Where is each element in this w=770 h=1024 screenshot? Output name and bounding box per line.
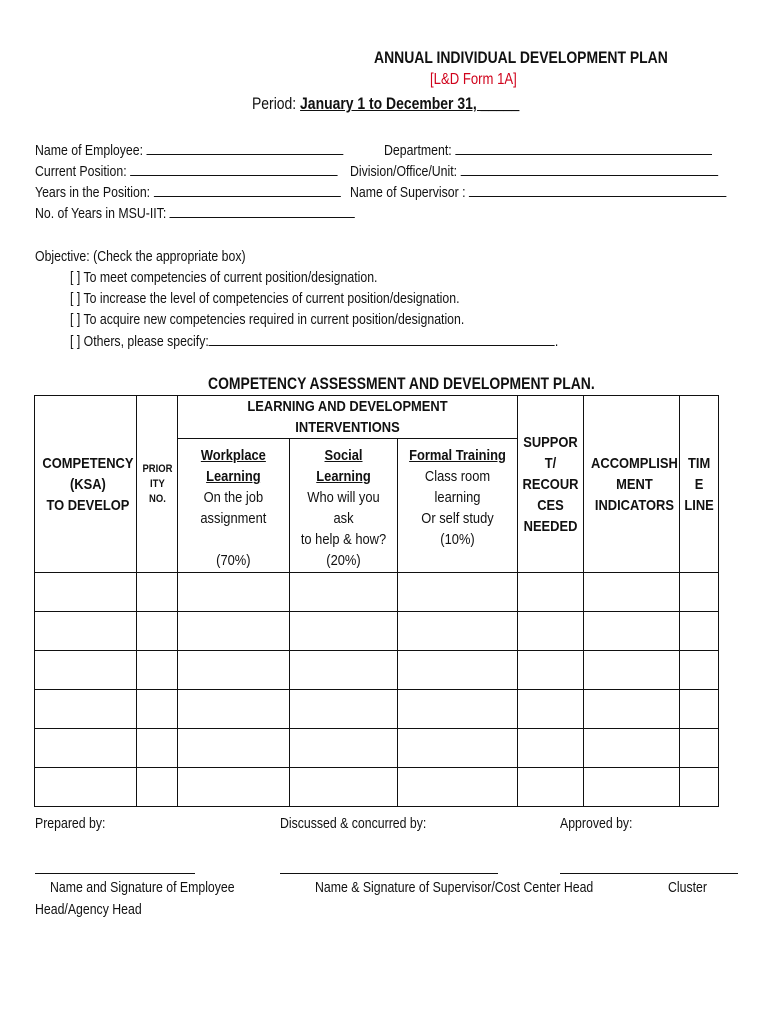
employee-signature-line[interactable]	[35, 873, 195, 874]
table-cell[interactable]	[35, 573, 137, 612]
supervisor-signature-line[interactable]	[280, 873, 498, 874]
objective-option-1[interactable]: [ ] To meet competencies of current position/designation.	[70, 269, 378, 286]
table-cell[interactable]	[137, 573, 178, 612]
table-cell[interactable]	[137, 729, 178, 768]
table-cell[interactable]	[518, 729, 584, 768]
competency-table	[34, 395, 719, 807]
table-row	[35, 768, 719, 807]
objective-label: Objective: (Check the appropriate box)	[35, 248, 246, 265]
division-field: Division/Office/Unit:	[350, 163, 770, 180]
table-cell[interactable]	[178, 651, 290, 690]
table-cell[interactable]	[680, 729, 719, 768]
supervisor-field: Name of Supervisor :	[350, 184, 770, 201]
table-cell[interactable]	[584, 612, 680, 651]
table-cell[interactable]	[137, 651, 178, 690]
table-cell[interactable]	[35, 768, 137, 807]
table-cell[interactable]	[290, 612, 398, 651]
header-accomplishment: ACCOMPLISH MENT INDICATORS	[584, 396, 680, 573]
cluster-head-signature-line[interactable]	[560, 873, 738, 874]
discussed-by-label: Discussed & concurred by:	[280, 815, 427, 832]
table-cell[interactable]	[137, 612, 178, 651]
table-cell[interactable]	[178, 573, 290, 612]
employee-name-field: Name of Employee:	[35, 142, 411, 159]
table-row	[35, 651, 719, 690]
table-cell[interactable]	[584, 729, 680, 768]
period-label: Period:	[252, 94, 297, 113]
table-cell[interactable]	[398, 651, 518, 690]
table-cell[interactable]	[35, 729, 137, 768]
table-cell[interactable]	[290, 573, 398, 612]
objective-option-2[interactable]: [ ] To increase the level of competencies of current position/designation.	[70, 290, 460, 307]
header-workplace-learning: Workplace Learning On the job assignment (70%)	[178, 439, 290, 573]
table-row	[35, 612, 719, 651]
table-cell[interactable]	[518, 612, 584, 651]
table-cell[interactable]	[680, 573, 719, 612]
cluster-caption: Cluster	[668, 879, 707, 896]
header-priority: PRIOR ITY NO.	[137, 396, 178, 573]
table-row	[35, 573, 719, 612]
table-cell[interactable]	[398, 768, 518, 807]
table-cell[interactable]	[584, 768, 680, 807]
table-cell[interactable]	[137, 690, 178, 729]
table-cell[interactable]	[398, 612, 518, 651]
years-msu-field: No. of Years in MSU-IIT:	[35, 205, 425, 222]
header-timeline: TIM E LINE	[680, 396, 719, 573]
table-cell[interactable]	[35, 690, 137, 729]
prepared-by-label: Prepared by:	[35, 815, 106, 832]
form-number: [L&D Form 1A]	[430, 71, 517, 88]
section-title: COMPETENCY ASSESSMENT AND DEVELOPMENT PLAN.	[208, 374, 595, 393]
table-row	[35, 690, 719, 729]
current-position-field: Current Position:	[35, 163, 404, 180]
form-title: ANNUAL INDIVIDUAL DEVELOPMENT PLAN	[374, 48, 668, 67]
header-formal-training: Formal Training Class room learning Or self study (10%)	[398, 439, 518, 573]
approved-by-label: Approved by:	[560, 815, 633, 832]
table-cell[interactable]	[398, 690, 518, 729]
table-cell[interactable]	[680, 690, 719, 729]
header-competency: COMPETENCY (KSA) TO DEVELOP	[35, 396, 137, 573]
head-caption: Head/Agency Head	[35, 901, 142, 918]
table-cell[interactable]	[398, 729, 518, 768]
table-cell[interactable]	[178, 729, 290, 768]
period-value: January 1 to December 31, _____	[300, 94, 520, 113]
header-social-learning: Social Learning Who will you ask to help & how? (20%)	[290, 439, 398, 573]
table-cell[interactable]	[584, 573, 680, 612]
table-cell[interactable]	[290, 729, 398, 768]
table-cell[interactable]	[518, 651, 584, 690]
table-cell[interactable]	[35, 612, 137, 651]
table-cell[interactable]	[680, 612, 719, 651]
objective-option-3[interactable]: [ ] To acquire new competencies required in current position/designation.	[70, 311, 465, 328]
table-cell[interactable]	[584, 651, 680, 690]
table-cell[interactable]	[398, 573, 518, 612]
objective-option-4[interactable]: [ ] Others, please specify: .	[70, 333, 559, 350]
table-cell[interactable]	[518, 573, 584, 612]
table-cell[interactable]	[290, 768, 398, 807]
table-cell[interactable]	[518, 768, 584, 807]
table-row	[35, 729, 719, 768]
department-field: Department:	[384, 142, 770, 159]
table-cell[interactable]	[518, 690, 584, 729]
table-cell[interactable]	[178, 690, 290, 729]
table-cell[interactable]	[290, 651, 398, 690]
supervisor-caption: Name & Signature of Supervisor/Cost Center Head	[315, 879, 594, 896]
period-line	[252, 94, 578, 114]
header-interventions: LEARNING AND DEVELOPMENT INTERVENTIONS	[178, 396, 518, 439]
employee-caption: Name and Signature of Employee	[50, 879, 235, 896]
table-cell[interactable]	[178, 612, 290, 651]
table-cell[interactable]	[178, 768, 290, 807]
years-position-field: Years in the Position:	[35, 184, 408, 201]
table-cell[interactable]	[680, 651, 719, 690]
table-cell[interactable]	[35, 651, 137, 690]
table-cell[interactable]	[584, 690, 680, 729]
table-cell[interactable]	[137, 768, 178, 807]
table-cell[interactable]	[680, 768, 719, 807]
table-cell[interactable]	[290, 690, 398, 729]
header-support: SUPPOR T/ RECOUR CES NEEDED	[518, 396, 584, 573]
